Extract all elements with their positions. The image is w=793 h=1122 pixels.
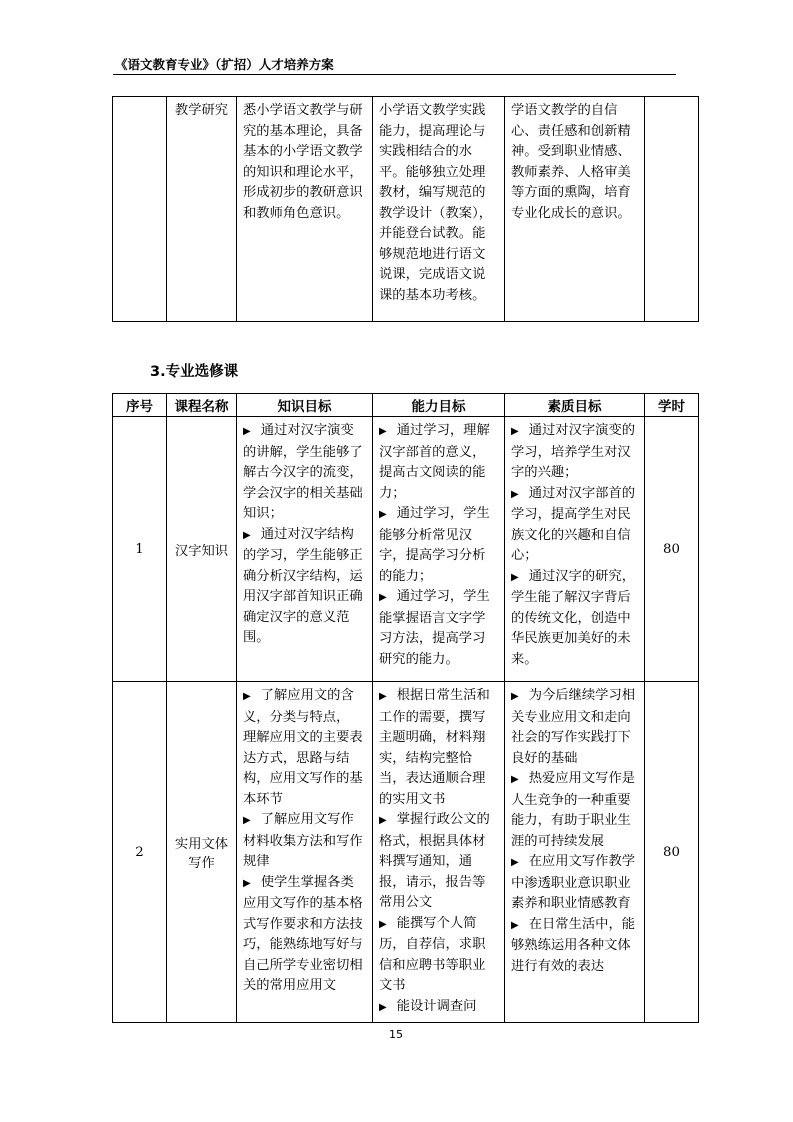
ability-cell [373, 682, 505, 1023]
triangle-bullet-icon: ▶ [511, 857, 519, 868]
table-header-row [113, 394, 699, 417]
list-item [379, 997, 498, 1019]
list-item-text: 通过学习，学生能够分析常见汉字，提高学习分析的能力； [379, 506, 490, 584]
list-item [243, 873, 366, 997]
list-item [511, 686, 638, 769]
list-item [379, 686, 498, 810]
no-cell [113, 97, 167, 322]
list-item [379, 587, 498, 670]
list-item-text: 通过汉字的研究，学生能了解汉字背后的传统文化，创造中华民族更加美好的未来。 [511, 568, 636, 667]
knowledge-cell [237, 682, 373, 1023]
table-row [113, 682, 699, 1023]
section-title: 3.专业选修课 [150, 364, 239, 380]
list-item-text: 在日常生活中，能够熟练运用各种文体进行有效的表达 [511, 916, 636, 974]
list-item [511, 484, 638, 567]
triangle-bullet-icon: ▶ [379, 691, 387, 702]
knowledge-cell: 悉小学语文教学与研究的基本理论，具备基本的小学语文教学的知识和理论水平，形成初步的教研意识和教师角色意识。 [237, 97, 373, 322]
table-row [113, 97, 699, 322]
hours-cell: 80 [645, 417, 699, 682]
triangle-bullet-icon: ▶ [379, 426, 387, 437]
triangle-bullet-icon: ▶ [379, 509, 387, 520]
course-name-cell: 教学研究 [167, 97, 237, 322]
triangle-bullet-icon: ▶ [379, 815, 387, 826]
triangle-bullet-icon: ▶ [511, 488, 519, 500]
no-cell: 2 [113, 682, 167, 1023]
elective-course-table [112, 393, 699, 1023]
list-item-text: 了解应用文的含义，分类与特点， 理解应用文的主要表达方式，思路与结构，应用文写作的基本环节 [243, 688, 363, 807]
list-item-text: 了解应用文写作材料收集方法和写作规律 [243, 812, 363, 869]
list-item-text: 在应用文写作教学中渗透职业意识职业素养和职业情感教育 [511, 854, 636, 911]
list-item-text: 热爱应用文写作是人生竞争的一种重要能力，有助于职业生涯的可持续发展 [511, 771, 636, 849]
list-item [379, 810, 498, 914]
triangle-bullet-icon: ▶ [243, 877, 251, 889]
quality-cell [505, 417, 645, 682]
list-item [379, 504, 498, 587]
list-item-text: 通过对汉字演变的学习，培养学生对汉字的兴趣； [511, 423, 636, 480]
no-cell: 1 [113, 417, 167, 682]
list-item-text: 通过对汉字演变的讲解，学生能够了解古今汉字的流变，学会汉字的相关基础知识； [243, 423, 363, 521]
triangle-bullet-icon: ▶ [379, 1001, 387, 1013]
triangle-bullet-icon: ▶ [379, 918, 387, 930]
continued-course-table [112, 96, 699, 322]
header-quality: 素质目标 [505, 394, 645, 417]
list-item [511, 915, 638, 978]
triangle-bullet-icon: ▶ [379, 592, 387, 603]
course-name-cell: 实用文体写作 [167, 682, 237, 1023]
triangle-bullet-icon: ▶ [243, 691, 251, 702]
list-item-text: 通过学习，理解汉字部首的意义，提高古文阅读的能力； [379, 423, 490, 501]
page-number: 15 [389, 1028, 403, 1041]
header-hours: 学时 [645, 394, 699, 417]
page-header-title: 《语文教育专业》（扩招）人才培养方案 [115, 57, 334, 72]
triangle-bullet-icon: ▶ [243, 529, 251, 541]
triangle-bullet-icon: ▶ [243, 815, 251, 826]
list-item [379, 421, 498, 504]
list-item [511, 852, 638, 915]
list-item [511, 567, 638, 671]
triangle-bullet-icon: ▶ [511, 426, 519, 437]
header-knowledge: 知识目标 [237, 394, 373, 417]
header-rule [113, 74, 676, 75]
list-item-text: 能设计调查问 [396, 998, 477, 1014]
hours-cell: 80 [645, 682, 699, 1023]
ability-cell: 小学语文教学实践能力，提高理论与实践相结合的水平。能够独立处理教材，编写规范的教学设计（教案），并能登台试教。能够规范地进行语文说课，完成语文说课的基本功考核。 [373, 97, 505, 322]
list-item [243, 421, 366, 525]
list-item-text: 使学生掌握各类应用文写作的基本格式写作要求和方法技巧，能熟练地写好与自己所学专业密切相关的常用应用文 [243, 874, 363, 993]
table-row [113, 417, 699, 682]
list-item-text: 通过对汉字部首的学习，提高学生对民族文化的兴趣和自信心； [511, 485, 636, 563]
triangle-bullet-icon: ▶ [511, 919, 519, 931]
list-item-text: 通过学习，学生能掌握语言文字学习方法，提高学习研究的能力。 [379, 589, 490, 667]
quality-cell [505, 682, 645, 1023]
header-no: 序号 [113, 394, 167, 417]
course-name-cell: 汉字知识 [167, 417, 237, 682]
triangle-bullet-icon: ▶ [511, 691, 519, 702]
header-ability: 能力目标 [373, 394, 505, 417]
list-item [243, 810, 366, 873]
quality-cell: 学语文教学的自信心、责任感和创新精神。受到职业情感、教师素养、人格审美等方面的熏陶，培育专业化成长的意识。 [505, 97, 645, 322]
list-item [511, 421, 638, 484]
header-course: 课程名称 [167, 394, 237, 417]
triangle-bullet-icon: ▶ [511, 571, 519, 583]
list-item-text: 根据日常生活和工作的需要，撰写主题明确，材料翔实，结构完整恰当，表达通顺合理的实用文书 [379, 688, 490, 807]
list-item [243, 686, 366, 810]
knowledge-cell [237, 417, 373, 682]
list-item [379, 914, 498, 997]
ability-cell [373, 417, 505, 682]
hours-cell [645, 97, 699, 322]
list-item-text: 掌握行政公文的格式，根据具体材料撰写通知，通报，请示，报告等常用公文 [379, 812, 490, 910]
list-item-text: 能撰写个人简历，自荐信，求职信和应聘书等职业文书 [379, 915, 486, 993]
list-item [243, 525, 366, 649]
list-item-text: 为今后继续学习相关专业应用文和走向社会的写作实践打下良好的基础 [511, 688, 636, 766]
triangle-bullet-icon: ▶ [511, 774, 519, 785]
list-item-text: 通过对汉字结构的学习，学生能够正确分析汉字结构，运用汉字部首知识正确确定汉字的意义范围。 [243, 526, 363, 645]
list-item [511, 769, 638, 852]
triangle-bullet-icon: ▶ [243, 426, 251, 437]
